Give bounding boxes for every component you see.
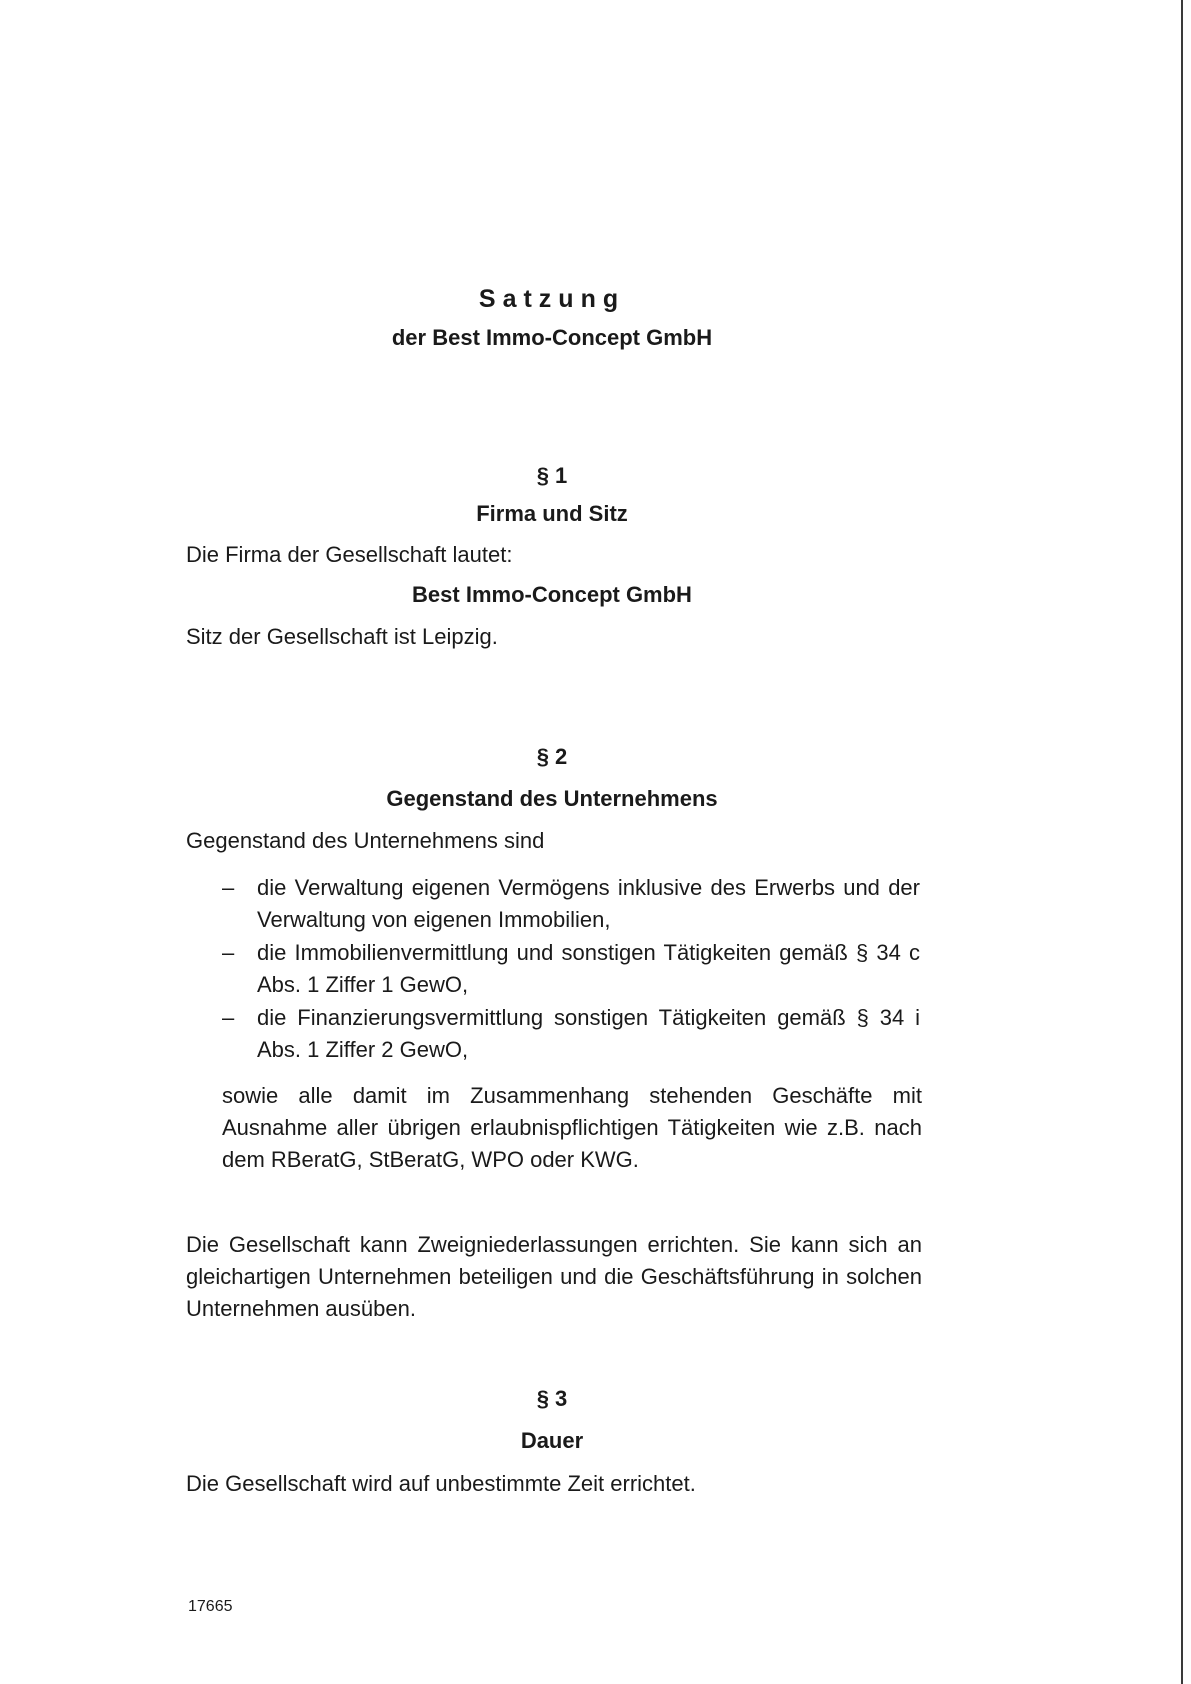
page-edge-line xyxy=(1181,0,1183,1684)
list-item xyxy=(220,1002,920,1066)
list-item xyxy=(220,937,920,1001)
section-3-number: § 3 xyxy=(536,1386,568,1411)
list-item-text: die Immobilienvermittlung und sonstigen Tätigkeiten gemäß § 34 c Abs. 1 Ziffer 1 GewO, xyxy=(257,940,920,997)
section-1-heading: Firma und Sitz xyxy=(476,501,628,526)
document-number: 17665 xyxy=(188,1598,233,1615)
dash-marker: – xyxy=(222,940,235,965)
section-2-heading: Gegenstand des Unternehmens xyxy=(386,786,718,811)
section-2-number: § 2 xyxy=(536,744,568,769)
section-2-intro: Gegenstand des Unternehmens sind xyxy=(186,828,545,853)
list-item-text: die Verwaltung eigenen Vermögens inklusive des Erwerbs und der Verwaltung von eigenen Immobilien, xyxy=(257,875,920,932)
dash-marker: – xyxy=(222,1005,235,1030)
company-name: Best Immo-Concept GmbH xyxy=(412,582,692,607)
list-item-text: die Finanzierungsvermittlung sonstigen Tätigkeiten gemäß § 34 i Abs. 1 Ziffer 2 GewO, xyxy=(257,1005,920,1062)
section-2-branches: Die Gesellschaft kann Zweigniederlassungen errichten. Sie kann sich an gleichartigen Unternehmen beteiligen und die Geschäftsführung in solchen Unternehmen ausüben. xyxy=(186,1232,922,1321)
list-item xyxy=(220,872,920,936)
section-1-number: § 1 xyxy=(536,463,568,488)
document-title: Satzung xyxy=(478,285,626,313)
dash-marker: – xyxy=(222,875,235,900)
document-subtitle: der Best Immo-Concept GmbH xyxy=(391,325,713,350)
section-2-closing: sowie alle damit im Zusammenhang stehenden Geschäfte mit Ausnahme aller übrigen erlaubnispflichtigen Tätigkeiten wie z.B. nach dem RBeratG, StBeratG, WPO oder KWG. xyxy=(222,1083,922,1172)
section-1-seat: Sitz der Gesellschaft ist Leipzig. xyxy=(186,624,498,649)
purpose-list xyxy=(220,872,920,1067)
section-3-heading: Dauer xyxy=(520,1428,584,1453)
section-3-text: Die Gesellschaft wird auf unbestimmte Zeit errichtet. xyxy=(186,1471,696,1496)
section-1-intro: Die Firma der Gesellschaft lautet: xyxy=(186,542,513,567)
